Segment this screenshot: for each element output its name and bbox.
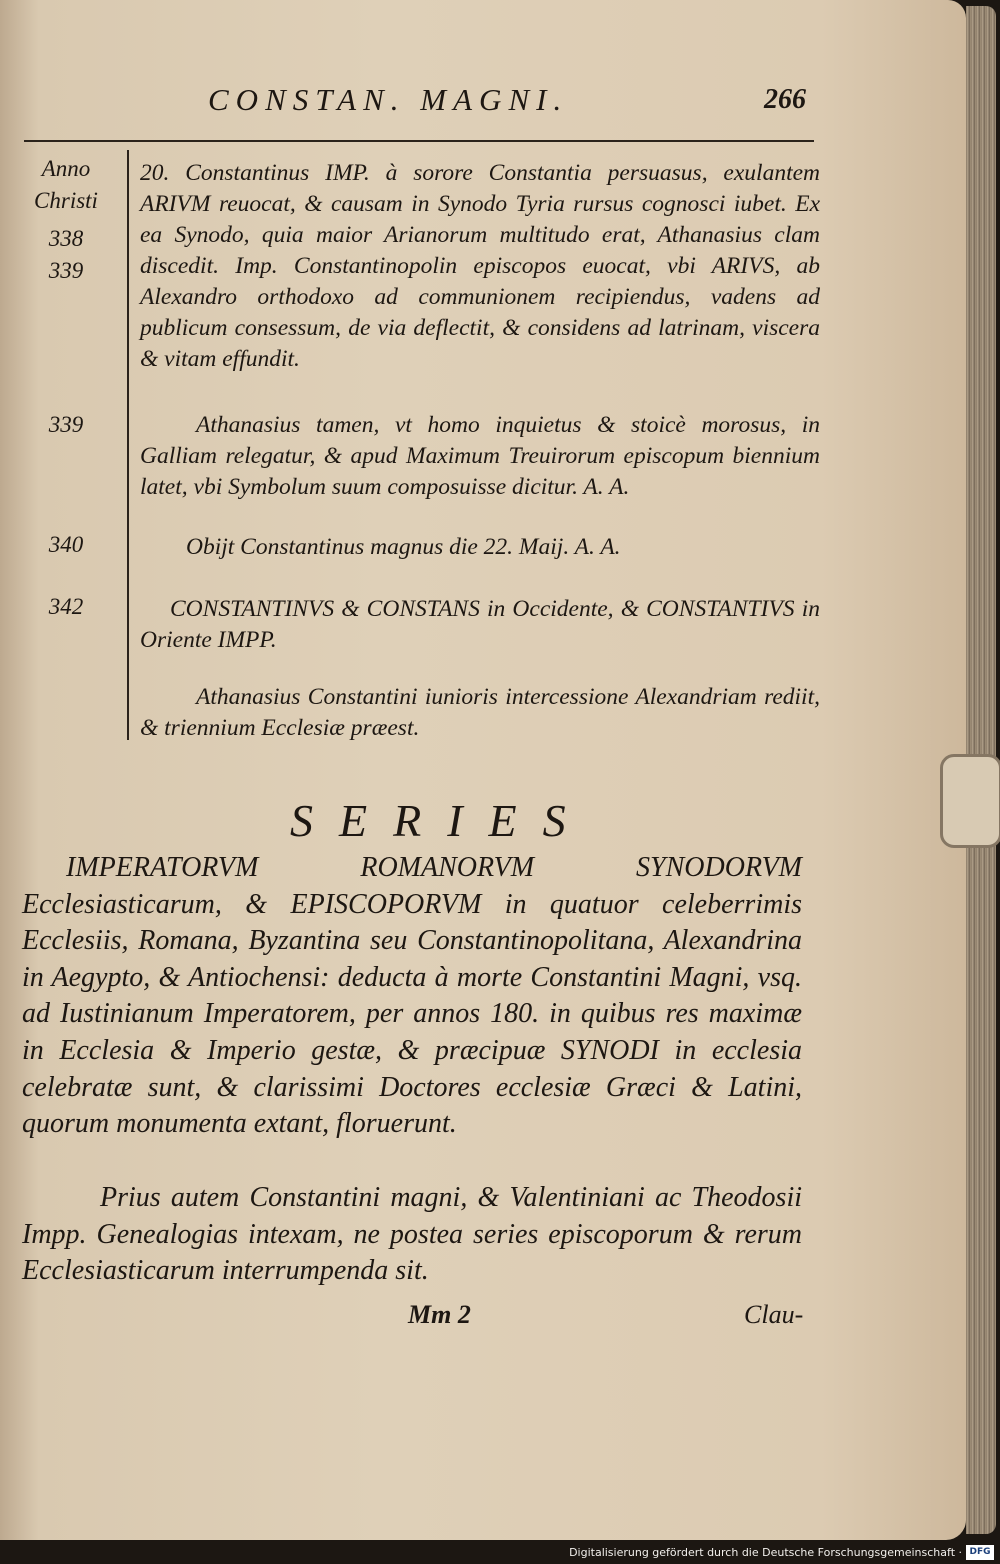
margin-anno: Anno (41, 156, 91, 181)
margin-year: 342 (48, 594, 84, 619)
digitization-credit: Digitalisierung gefördert durch die Deutsche Forschungsgemeinschaft · (569, 1546, 962, 1559)
series-paragraph: Prius autem Constantini magni, & Valentiniani ac Theodosii Impp. Genealogias intexam, ne postea series episcoporum & rerum Ecclesiasticarum interrumpenda sit. (22, 1182, 802, 1287)
chronicle-entry: Athanasius Constantini iunioris intercessione Alexandriam rediit, & triennium Ecclesiæ præest. (140, 684, 820, 741)
signature-mark: Mm 2 (408, 1300, 471, 1329)
margin-year: 339 (48, 258, 84, 283)
chronicle-entry: CONSTANTINVS & CONSTANS in Occidente, & CONSTANTIVS in Oriente IMPP. (140, 596, 820, 653)
chronicle-entry: Obijt Constantinus magnus die 22. Maij. A. A. (186, 534, 621, 560)
chronicle-entry: Athanasius tamen, vt homo inquietus & stoicè morosus, in Galliam relegatur, & apud Maximum Treuirorum episcopum biennium latet, vbi Symbolum suum composuisse dicitur. A. A. (140, 412, 820, 500)
dfg-logo: DFG (966, 1545, 994, 1560)
series-description: IMPERATORVM ROMANORVM SYNODORVM Ecclesiasticarum, & EPISCOPORVM in quatuor celeberrimis Ecclesiis, Romana, Byzantina seu Constantinopolitana, Alexandrina in Aegypto, & Antiochensi: deducta à morte Constantini Magni, vsq. ad Iustinianum Imperatorem, per annos 180. in quibus res maximæ in Ecclesia & Imperio gestæ, & præcipuæ SYNODI in ecclesia celebratæ sunt, & clarissimi Doctores ecclesiæ Græci & Latini, quorum monumenta extant, floruerunt. (22, 852, 802, 1140)
header-rule (24, 140, 814, 142)
page-number: 266 (764, 84, 806, 115)
margin-year: 338 (48, 226, 84, 251)
series-title: SERIES (290, 795, 592, 846)
book-clip (940, 754, 1000, 848)
catchword: Clau- (744, 1300, 804, 1329)
margin-christi: Christi (34, 188, 98, 213)
margin-year: 339 (48, 412, 84, 437)
margin-column-rule (127, 150, 129, 740)
chronicle-entry: 20. Constantinus IMP. à sorore Constantia persuasus, exulantem ARIVM reuocat, & causam in Synodo Tyria rursus cognosci iubet. Ex ea Synodo, quia maior Arianorum multitudo erat, Athanasius clam discedit. Imp. Constantinopolin episcopos euocat, vbi ARIVS, ab Alexandro orthodoxo ad communionem recipiendus, vadens ad publicum consessum, de via deflectit, & considens ad latrinam, viscera & vitam effundit. (140, 160, 820, 372)
margin-year: 340 (48, 532, 84, 557)
running-head: CONSTAN. MAGNI. (208, 82, 569, 117)
